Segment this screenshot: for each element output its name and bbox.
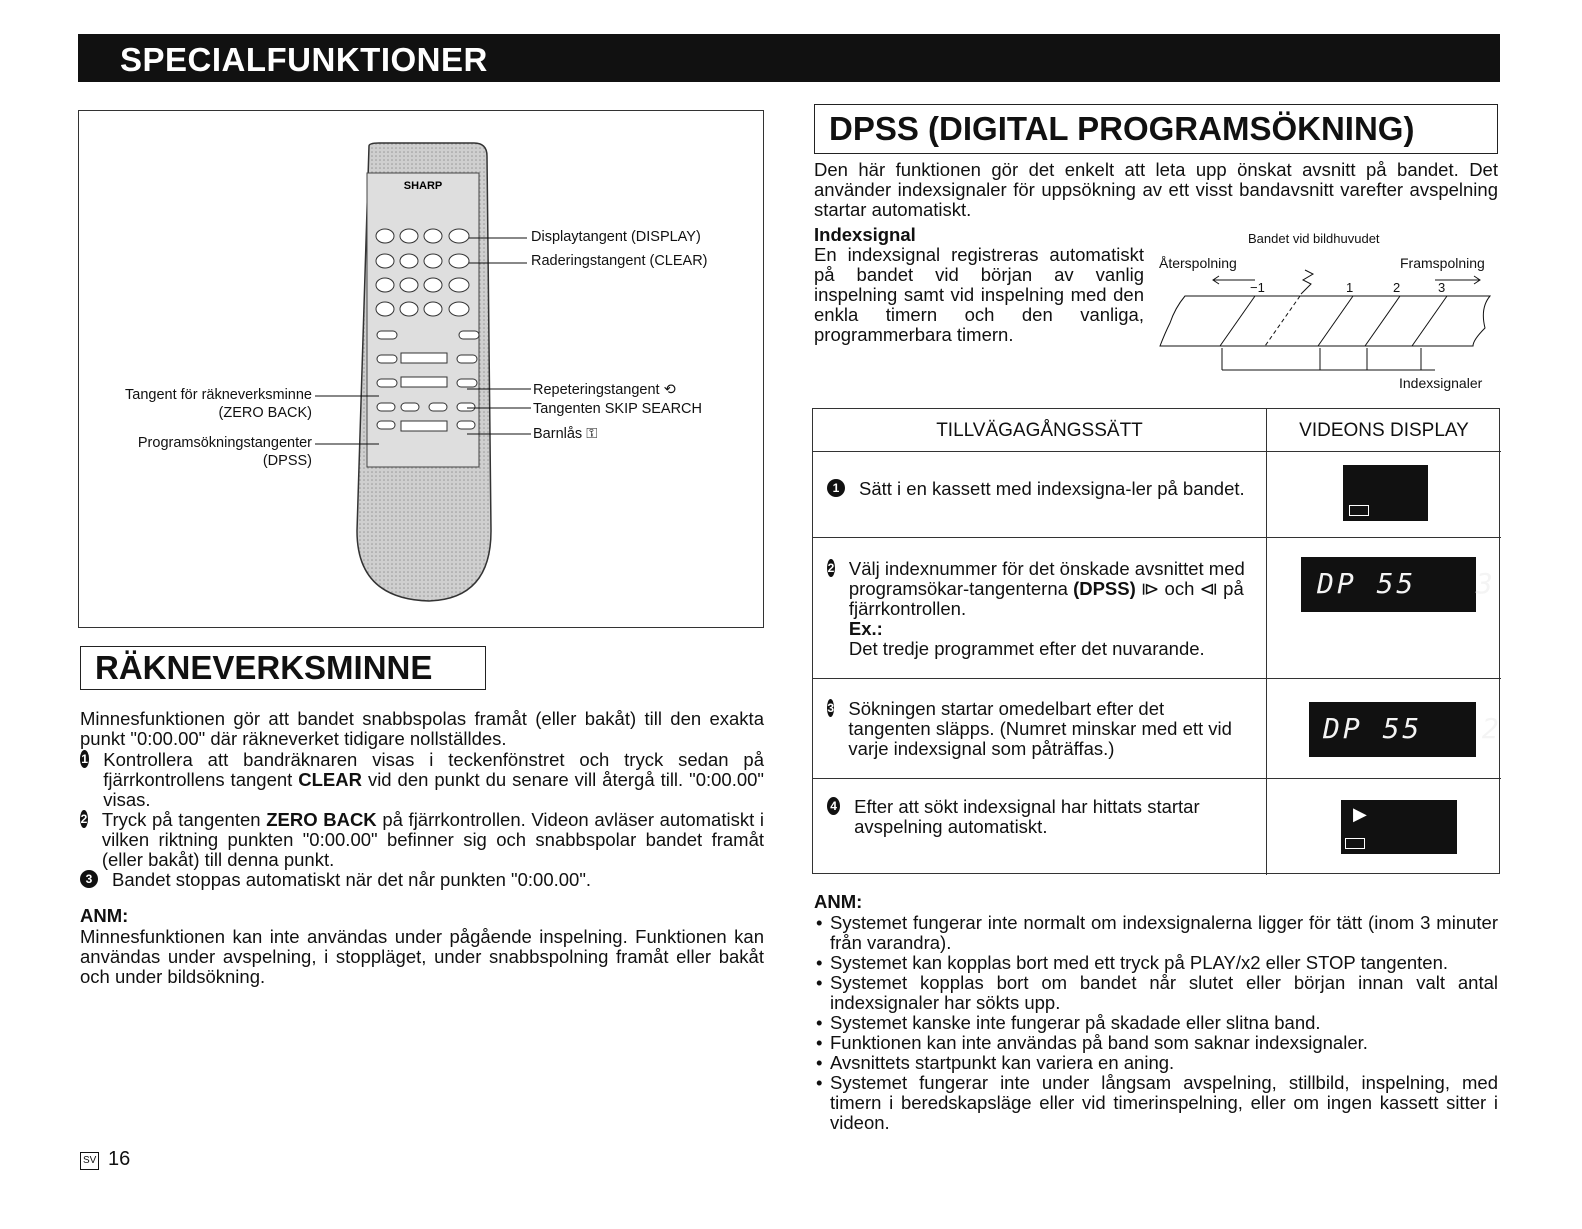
- vcr-display-play: [1341, 800, 1457, 854]
- key-icon: ⚿: [586, 426, 598, 442]
- cassette-icon: [1349, 505, 1369, 516]
- note-item: • Systemet kopplas bort om bandet når slutet eller början innan valt antal indexsignaler har sökts upp.: [814, 973, 1498, 1013]
- step-text-part: på fjärrkontrollen. Videon avläser automatiskt i vilken riktning punkten "0:00.00" befinner sig och snabbspolar bandet framåt (eller bakåt) till denna punkt.: [101, 809, 764, 870]
- tape-number: −1: [1250, 280, 1265, 295]
- row-text: Sökningen startar omedelbart efter det tangenten släpps. (Numret minskar med ett vid varje indexsignal som påträffas.): [848, 698, 1232, 759]
- step-text-part: Tryck på tangenten: [101, 809, 267, 830]
- table-row: [827, 559, 1251, 659]
- note-item: • Systemet kanske inte fungerar på skadade eller slitna band.: [814, 1013, 1498, 1033]
- step-text: [102, 810, 764, 870]
- zero-back-intro: Minnesfunktionen gör att bandet snabbspolas framåt (eller bakåt) till den exakta punkt "0:00.00" där räkneverket tidigare nollställdes.: [80, 708, 764, 749]
- zero-back-note-title: ANM:: [80, 905, 129, 926]
- zero-back-step: [80, 870, 764, 890]
- dpss-intro: Den här funktionen gör det enkelt att leta upp önskat avsnitt på bandet. Det använder indexsignaler för uppsökning av ett visst bandavsnitt varefter avspelning startar automatiskt.: [814, 159, 1498, 220]
- play-icon: ▶: [1353, 804, 1367, 824]
- table-row: [827, 699, 1251, 759]
- callout-zero-back-line1: Tangent för räkneverksminne: [125, 387, 312, 403]
- callout-child-lock-label: Barnlås: [533, 426, 583, 442]
- callout-zero-back: [100, 386, 312, 422]
- zero-back-title: RÄKNEVERKSMINNE: [80, 646, 486, 690]
- callout-repeat-label: Repeteringstangent: [533, 382, 660, 398]
- callout-display: Displaytangent (DISPLAY): [531, 229, 701, 245]
- table-header-display: VIDEONS DISPLAY: [1299, 420, 1469, 441]
- zero-back-step: [80, 810, 764, 870]
- language-badge: SV: [80, 1152, 99, 1170]
- step-number-icon: 1: [81, 752, 88, 766]
- table-divider: [813, 678, 1501, 679]
- table-row: [827, 479, 1251, 499]
- callout-skip-search: Tangenten SKIP SEARCH: [533, 401, 702, 417]
- tape-number: 1: [1346, 280, 1354, 295]
- callout-child-lock: [533, 425, 597, 443]
- zero-back-steps: [80, 750, 764, 890]
- row-text: Efter att sökt indexsignal har hittats startar avspelning automatiskt.: [854, 796, 1200, 837]
- row-text: [849, 559, 1251, 659]
- tape-strip-graphic: [1155, 228, 1500, 393]
- row-text-part: Välj indexnummer för det önskade avsnittet med programsökar-tangenterna: [848, 558, 1245, 599]
- step-text: Bandet stoppas automatiskt när det når punkten "0:00.00".: [112, 869, 592, 890]
- step-number-icon: 3: [80, 870, 98, 888]
- note-item: • Funktionen kan inte användas på band som saknar indexsignaler.: [814, 1033, 1498, 1053]
- ff-label: Framspolning: [1400, 255, 1485, 271]
- tape-diagram: [1155, 228, 1500, 393]
- table-row: [827, 797, 1251, 837]
- rewind-label: Återspolning: [1159, 255, 1237, 271]
- forward-skip-icon: ⧐: [1140, 578, 1160, 599]
- index-signal-title: Indexsignal: [814, 224, 916, 245]
- callout-dpss: [100, 434, 312, 470]
- row-text-part: och: [1159, 578, 1200, 599]
- dpss-note-title: ANM:: [814, 891, 863, 912]
- step-text-part: Kontrollera att bandräknaren visas i teckenfönstret och tryck sedan på fjärrkontrollens tangent: [103, 749, 764, 790]
- page-title: SPECIALFUNKTIONER: [120, 41, 488, 78]
- step-key-name: CLEAR: [298, 769, 362, 790]
- callout-repeat: [533, 381, 676, 399]
- step-number-icon: 2: [80, 812, 88, 826]
- vcr-display-dpss-3: [1301, 557, 1496, 612]
- remote-figure-box: [78, 110, 764, 628]
- step-key-name: ZERO BACK: [266, 809, 377, 830]
- step-number-icon: 3: [827, 701, 835, 715]
- table-divider: [813, 778, 1501, 779]
- table-header-procedure: TILLVÄGAGÅNGSSÄTT: [936, 420, 1143, 441]
- table-divider: [813, 537, 1501, 538]
- dpss-notes-list: [814, 913, 1498, 1133]
- signals-label: Indexsignaler: [1399, 375, 1483, 391]
- dpss-title: DPSS (DIGITAL PROGRAMSÖKNING): [814, 104, 1498, 154]
- callout-dpss-line1: Programsökningstangenter: [137, 435, 312, 451]
- row-text-part: på fjärrkontrollen.: [848, 578, 1244, 619]
- callout-clear: Raderingstangent (CLEAR): [531, 253, 708, 269]
- step-number-icon: 1: [827, 479, 845, 497]
- example-text: Det tredje programmet efter det nuvarande.: [848, 638, 1205, 659]
- table-divider: [813, 451, 1501, 452]
- tape-number: 2: [1393, 280, 1401, 295]
- note-item: • Systemet fungerar inte under långsam avspelning, stillbild, inspelning, med timern i beredskapsläge eller vid timerinspelning, eller om ingen kassett sitter i videon.: [814, 1073, 1498, 1133]
- repeat-icon: ⟲: [663, 382, 676, 398]
- row-key-name: (DPSS): [1073, 578, 1136, 599]
- step-text: [103, 750, 764, 810]
- step-number-icon: 4: [827, 797, 840, 815]
- cassette-icon: [1345, 838, 1365, 849]
- step-text-part: vid den punkt du senare vill återgå till. "0:00.00" visas.: [103, 769, 764, 810]
- vcr-display-cassette: [1343, 465, 1428, 521]
- page-number: 16: [108, 1148, 131, 1170]
- display-readout: DP 55 2: [1323, 712, 1502, 745]
- example-label: Ex.:: [848, 618, 883, 639]
- table-divider: [1266, 409, 1267, 875]
- remote-brand: SHARP: [403, 180, 443, 192]
- note-item: • Systemet kan kopplas bort med ett tryck på PLAY/x2 eller STOP tangenten.: [814, 953, 1498, 973]
- head-label: Bandet vid bildhuvudet: [1248, 231, 1380, 246]
- tape-number: 3: [1438, 280, 1446, 295]
- procedure-table: [812, 408, 1500, 874]
- zero-back-note-text: Minnesfunktionen kan inte användas under pågående inspelning. Funktionen kan användas under avspelning, i stoppläget, under snabbspolning framåt eller bakåt och under bildsökning.: [80, 926, 764, 987]
- callout-zero-back-line2: (ZERO BACK): [218, 405, 312, 421]
- index-signal-text: En indexsignal registreras automatiskt på bandet vid början av vanlig inspelning samt vid inspelning med den enkla timern och den vanliga, programmerbara timern.: [814, 244, 1144, 345]
- vcr-display-dpss-2: [1309, 702, 1502, 757]
- display-readout: DP 55 3: [1317, 567, 1496, 600]
- note-item: • Systemet fungerar inte normalt om indexsignalerna ligger för tätt (inom 3 minuter från varandra).: [814, 913, 1498, 953]
- row-text: Sätt i en kassett med indexsigna-ler på bandet.: [859, 478, 1245, 499]
- back-skip-icon: ⧏: [1199, 578, 1219, 599]
- callout-dpss-line2: (DPSS): [262, 453, 312, 469]
- zero-back-step: [80, 750, 764, 810]
- remote-illustration: [79, 111, 765, 629]
- step-number-icon: 2: [827, 561, 835, 575]
- note-item: • Avsnittets startpunkt kan variera en aning.: [814, 1053, 1498, 1073]
